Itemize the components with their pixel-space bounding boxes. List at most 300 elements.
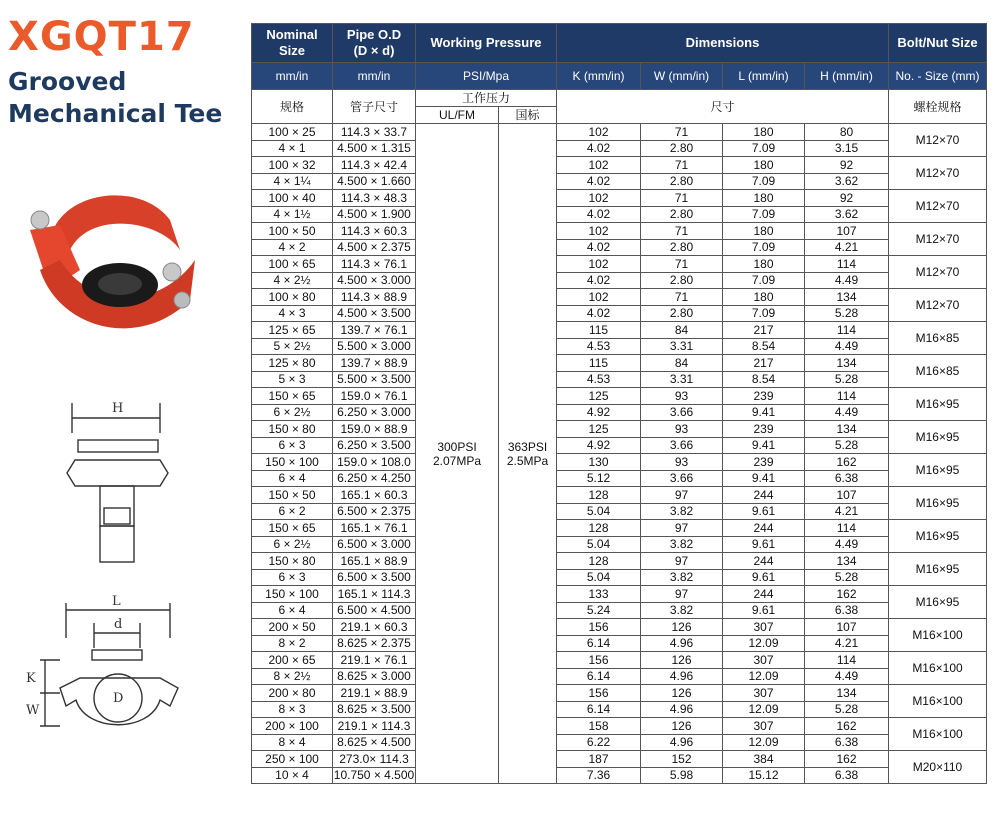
label-d-small: d bbox=[114, 617, 123, 632]
pipe-od-mm: 159.0 × 108.0 bbox=[333, 454, 416, 471]
label-k: K bbox=[26, 671, 36, 686]
dim-h-in: 6.38 bbox=[805, 767, 889, 784]
dim-k-in: 6.22 bbox=[557, 734, 641, 751]
dim-h-mm: 114 bbox=[805, 322, 889, 339]
pipe-od-mm: 273.0× 114.3 bbox=[333, 751, 416, 768]
header-pipe-od bbox=[333, 24, 416, 63]
dim-h-in: 4.21 bbox=[805, 503, 889, 520]
pipe-od-mm: 114.3 × 48.3 bbox=[333, 190, 416, 207]
table-row bbox=[252, 668, 987, 685]
pipe-od-in: 5.500 × 3.000 bbox=[333, 338, 416, 355]
label-d-big: D bbox=[113, 691, 124, 706]
bolt-size: M12×70 bbox=[889, 157, 987, 190]
pipe-od-in: 6.500 × 4.500 bbox=[333, 602, 416, 619]
dim-w-mm: 71 bbox=[641, 124, 723, 141]
dim-w-mm: 126 bbox=[641, 619, 723, 636]
label-l: L bbox=[112, 594, 121, 609]
nominal-in: 4 × 2½ bbox=[252, 272, 333, 289]
pipe-od-in: 4.500 × 1.315 bbox=[333, 140, 416, 157]
unit-nominal: mm/in bbox=[252, 63, 333, 90]
table-row bbox=[252, 685, 987, 702]
pipe-od-in: 4.500 × 1.900 bbox=[333, 206, 416, 223]
table-row bbox=[252, 223, 987, 240]
product-photo bbox=[20, 180, 220, 355]
header-working-pressure: Working Pressure bbox=[416, 24, 557, 63]
nominal-in: 6 × 4 bbox=[252, 602, 333, 619]
dim-w-mm: 71 bbox=[641, 223, 723, 240]
dim-h-mm: 114 bbox=[805, 256, 889, 273]
pipe-od-in: 4.500 × 3.000 bbox=[333, 272, 416, 289]
nominal-in: 8 × 3 bbox=[252, 701, 333, 718]
table-row bbox=[252, 355, 987, 372]
nominal-mm: 150 × 65 bbox=[252, 388, 333, 405]
bolt-size: M16×95 bbox=[889, 520, 987, 553]
unit-l: L (mm/in) bbox=[723, 63, 805, 90]
dim-l-mm: 239 bbox=[723, 454, 805, 471]
table-row bbox=[252, 635, 987, 652]
pipe-od-in: 4.500 × 2.375 bbox=[333, 239, 416, 256]
dim-h-mm: 162 bbox=[805, 751, 889, 768]
table-row bbox=[252, 487, 987, 504]
dim-k-mm: 156 bbox=[557, 619, 641, 636]
dim-h-mm: 107 bbox=[805, 223, 889, 240]
table-row bbox=[252, 388, 987, 405]
unit-bolt: No. - Size (mm) bbox=[889, 63, 987, 90]
dim-l-mm: 307 bbox=[723, 718, 805, 735]
pipe-od-in: 6.500 × 3.000 bbox=[333, 536, 416, 553]
cn-pressure: 工作压力 bbox=[416, 90, 557, 107]
bolt-size: M12×70 bbox=[889, 124, 987, 157]
dim-h-in: 5.28 bbox=[805, 305, 889, 322]
dim-l-mm: 180 bbox=[723, 124, 805, 141]
pipe-od-mm: 219.1 × 60.3 bbox=[333, 619, 416, 636]
dim-w-mm: 93 bbox=[641, 388, 723, 405]
dim-k-mm: 102 bbox=[557, 124, 641, 141]
header-bolt-nut: Bolt/Nut Size bbox=[889, 24, 987, 63]
dim-h-in: 5.28 bbox=[805, 371, 889, 388]
nominal-mm: 150 × 50 bbox=[252, 487, 333, 504]
dim-k-in: 5.12 bbox=[557, 470, 641, 487]
dim-l-mm: 239 bbox=[723, 388, 805, 405]
dim-l-mm: 239 bbox=[723, 421, 805, 438]
dim-w-mm: 71 bbox=[641, 256, 723, 273]
dim-k-in: 5.04 bbox=[557, 569, 641, 586]
dim-l-in: 9.41 bbox=[723, 404, 805, 421]
table-row bbox=[252, 173, 987, 190]
product-panel bbox=[0, 0, 248, 813]
nominal-in: 6 × 3 bbox=[252, 437, 333, 454]
product-name bbox=[8, 66, 222, 130]
table-row bbox=[252, 305, 987, 322]
dim-h-in: 5.28 bbox=[805, 437, 889, 454]
dim-l-in: 12.09 bbox=[723, 701, 805, 718]
dim-w-mm: 152 bbox=[641, 751, 723, 768]
dim-k-mm: 156 bbox=[557, 652, 641, 669]
nominal-in: 4 × 1½ bbox=[252, 206, 333, 223]
nominal-in: 10 × 4 bbox=[252, 767, 333, 784]
dim-w-in: 3.82 bbox=[641, 503, 723, 520]
header-pipe-od-title: Pipe O.D bbox=[346, 27, 402, 42]
dim-k-mm: 128 bbox=[557, 520, 641, 537]
pressure-gb bbox=[499, 124, 557, 784]
pipe-od-mm: 219.1 × 76.1 bbox=[333, 652, 416, 669]
dim-l-mm: 244 bbox=[723, 586, 805, 603]
nominal-in: 6 × 4 bbox=[252, 470, 333, 487]
dim-k-mm: 187 bbox=[557, 751, 641, 768]
dim-l-mm: 244 bbox=[723, 520, 805, 537]
nominal-mm: 150 × 80 bbox=[252, 553, 333, 570]
dim-l-in: 12.09 bbox=[723, 734, 805, 751]
dim-l-in: 8.54 bbox=[723, 371, 805, 388]
pipe-od-in: 8.625 × 2.375 bbox=[333, 635, 416, 652]
product-name-line1: Grooved bbox=[8, 67, 127, 96]
dim-k-mm: 115 bbox=[557, 355, 641, 372]
dim-l-in: 7.09 bbox=[723, 239, 805, 256]
dim-h-mm: 92 bbox=[805, 190, 889, 207]
dim-w-mm: 71 bbox=[641, 157, 723, 174]
dim-k-in: 7.36 bbox=[557, 767, 641, 784]
dim-w-in: 4.96 bbox=[641, 701, 723, 718]
nominal-mm: 100 × 65 bbox=[252, 256, 333, 273]
nominal-in: 5 × 2½ bbox=[252, 338, 333, 355]
nominal-mm: 100 × 80 bbox=[252, 289, 333, 306]
unit-w: W (mm/in) bbox=[641, 63, 723, 90]
dim-k-mm: 115 bbox=[557, 322, 641, 339]
table-row bbox=[252, 767, 987, 784]
dimension-drawing bbox=[20, 388, 220, 758]
pressure-gb-mpa: 2.5MPa bbox=[506, 453, 549, 468]
nominal-in: 6 × 2 bbox=[252, 503, 333, 520]
table-row bbox=[252, 652, 987, 669]
table-row bbox=[252, 157, 987, 174]
dim-h-mm: 107 bbox=[805, 487, 889, 504]
dim-k-mm: 156 bbox=[557, 685, 641, 702]
header-nominal: Nominal Size bbox=[252, 24, 333, 63]
dim-w-mm: 71 bbox=[641, 289, 723, 306]
bolt-size: M16×95 bbox=[889, 487, 987, 520]
dim-k-mm: 125 bbox=[557, 421, 641, 438]
nominal-mm: 125 × 65 bbox=[252, 322, 333, 339]
dim-l-in: 7.09 bbox=[723, 206, 805, 223]
dim-w-in: 3.66 bbox=[641, 437, 723, 454]
table-row bbox=[252, 751, 987, 768]
pressure-ul-mpa: 2.07MPa bbox=[432, 453, 482, 468]
dim-h-in: 5.28 bbox=[805, 701, 889, 718]
dim-h-in: 4.49 bbox=[805, 668, 889, 685]
dim-l-in: 9.61 bbox=[723, 602, 805, 619]
table-row bbox=[252, 437, 987, 454]
dim-l-in: 12.09 bbox=[723, 668, 805, 685]
dim-h-in: 3.15 bbox=[805, 140, 889, 157]
dim-w-mm: 126 bbox=[641, 685, 723, 702]
bolt-size: M16×85 bbox=[889, 355, 987, 388]
dim-w-in: 3.66 bbox=[641, 404, 723, 421]
pipe-od-in: 5.500 × 3.500 bbox=[333, 371, 416, 388]
nominal-in: 6 × 3 bbox=[252, 569, 333, 586]
dim-w-in: 3.31 bbox=[641, 338, 723, 355]
dim-k-in: 5.24 bbox=[557, 602, 641, 619]
nominal-mm: 200 × 80 bbox=[252, 685, 333, 702]
dim-k-in: 6.14 bbox=[557, 635, 641, 652]
bolt-size: M12×70 bbox=[889, 256, 987, 289]
nominal-in: 4 × 3 bbox=[252, 305, 333, 322]
nominal-in: 4 × 2 bbox=[252, 239, 333, 256]
dim-w-mm: 97 bbox=[641, 586, 723, 603]
table-row bbox=[252, 322, 987, 339]
dim-h-mm: 134 bbox=[805, 421, 889, 438]
table-row bbox=[252, 586, 987, 603]
table-row bbox=[252, 734, 987, 751]
dim-k-in: 5.04 bbox=[557, 503, 641, 520]
pipe-od-in: 6.250 × 3.000 bbox=[333, 404, 416, 421]
nominal-mm: 150 × 100 bbox=[252, 454, 333, 471]
nominal-mm: 125 × 80 bbox=[252, 355, 333, 372]
dim-k-mm: 133 bbox=[557, 586, 641, 603]
nominal-in: 8 × 4 bbox=[252, 734, 333, 751]
dim-w-mm: 126 bbox=[641, 718, 723, 735]
dim-l-mm: 180 bbox=[723, 223, 805, 240]
cn-spec: 规格 bbox=[252, 90, 333, 124]
dim-k-mm: 130 bbox=[557, 454, 641, 471]
pipe-od-mm: 165.1 × 76.1 bbox=[333, 520, 416, 537]
dim-k-in: 4.53 bbox=[557, 371, 641, 388]
dim-k-in: 4.92 bbox=[557, 404, 641, 421]
dim-w-in: 2.80 bbox=[641, 272, 723, 289]
dim-w-in: 3.31 bbox=[641, 371, 723, 388]
dim-k-in: 4.02 bbox=[557, 272, 641, 289]
dim-l-in: 8.54 bbox=[723, 338, 805, 355]
table-row bbox=[252, 718, 987, 735]
pipe-od-mm: 114.3 × 60.3 bbox=[333, 223, 416, 240]
table-row bbox=[252, 124, 987, 141]
dim-h-mm: 162 bbox=[805, 586, 889, 603]
label-h: H bbox=[112, 401, 124, 416]
dim-k-in: 4.53 bbox=[557, 338, 641, 355]
dim-w-in: 4.96 bbox=[641, 734, 723, 751]
dim-h-in: 5.28 bbox=[805, 569, 889, 586]
bolt-size: M16×95 bbox=[889, 586, 987, 619]
dim-h-in: 4.49 bbox=[805, 536, 889, 553]
dim-w-mm: 97 bbox=[641, 553, 723, 570]
dim-h-mm: 80 bbox=[805, 124, 889, 141]
dim-w-in: 2.80 bbox=[641, 206, 723, 223]
dim-l-mm: 217 bbox=[723, 355, 805, 372]
pipe-od-mm: 114.3 × 76.1 bbox=[333, 256, 416, 273]
pressure-gb-psi: 363PSI bbox=[507, 439, 548, 454]
table-row bbox=[252, 190, 987, 207]
pipe-od-in: 8.625 × 3.500 bbox=[333, 701, 416, 718]
dim-w-mm: 126 bbox=[641, 652, 723, 669]
dim-l-mm: 180 bbox=[723, 289, 805, 306]
nominal-mm: 100 × 25 bbox=[252, 124, 333, 141]
table-row bbox=[252, 404, 987, 421]
dim-l-in: 9.61 bbox=[723, 536, 805, 553]
cn-gb: 国标 bbox=[499, 107, 557, 124]
table-row bbox=[252, 371, 987, 388]
bolt-size: M16×100 bbox=[889, 718, 987, 751]
cn-dim: 尺寸 bbox=[557, 90, 889, 124]
dim-h-mm: 92 bbox=[805, 157, 889, 174]
nominal-mm: 150 × 100 bbox=[252, 586, 333, 603]
pipe-od-in: 6.500 × 3.500 bbox=[333, 569, 416, 586]
nominal-in: 6 × 2½ bbox=[252, 536, 333, 553]
dim-k-mm: 128 bbox=[557, 487, 641, 504]
dim-l-in: 7.09 bbox=[723, 305, 805, 322]
nominal-mm: 150 × 65 bbox=[252, 520, 333, 537]
table-row bbox=[252, 421, 987, 438]
bolt-size: M12×70 bbox=[889, 289, 987, 322]
dim-k-in: 4.02 bbox=[557, 206, 641, 223]
table-row bbox=[252, 338, 987, 355]
dim-l-mm: 307 bbox=[723, 619, 805, 636]
unit-pressure: PSI/Mpa bbox=[416, 63, 557, 90]
dim-h-mm: 134 bbox=[805, 553, 889, 570]
table-row bbox=[252, 140, 987, 157]
nominal-in: 5 × 3 bbox=[252, 371, 333, 388]
dim-l-in: 7.09 bbox=[723, 272, 805, 289]
dim-h-in: 4.49 bbox=[805, 272, 889, 289]
dim-w-in: 2.80 bbox=[641, 140, 723, 157]
dim-k-mm: 102 bbox=[557, 157, 641, 174]
dim-k-mm: 158 bbox=[557, 718, 641, 735]
dim-h-in: 3.62 bbox=[805, 206, 889, 223]
table-row bbox=[252, 602, 987, 619]
dim-h-in: 4.49 bbox=[805, 338, 889, 355]
pipe-od-mm: 219.1 × 88.9 bbox=[333, 685, 416, 702]
nominal-in: 6 × 2½ bbox=[252, 404, 333, 421]
dim-k-in: 5.04 bbox=[557, 536, 641, 553]
pressure-ulfm bbox=[416, 124, 499, 784]
dim-w-mm: 84 bbox=[641, 322, 723, 339]
dim-l-mm: 384 bbox=[723, 751, 805, 768]
dim-l-mm: 180 bbox=[723, 157, 805, 174]
dim-h-mm: 134 bbox=[805, 289, 889, 306]
pipe-od-mm: 114.3 × 42.4 bbox=[333, 157, 416, 174]
dim-l-in: 9.41 bbox=[723, 437, 805, 454]
dim-k-in: 4.02 bbox=[557, 173, 641, 190]
pipe-od-in: 6.500 × 2.375 bbox=[333, 503, 416, 520]
dim-l-mm: 244 bbox=[723, 553, 805, 570]
pressure-ul-psi: 300PSI bbox=[437, 439, 477, 454]
nominal-in: 4 × 1 bbox=[252, 140, 333, 157]
dim-w-mm: 97 bbox=[641, 487, 723, 504]
dim-l-in: 15.12 bbox=[723, 767, 805, 784]
table-row bbox=[252, 503, 987, 520]
dim-h-in: 3.62 bbox=[805, 173, 889, 190]
dim-h-mm: 114 bbox=[805, 652, 889, 669]
pipe-od-mm: 139.7 × 88.9 bbox=[333, 355, 416, 372]
header-dimensions: Dimensions bbox=[557, 24, 889, 63]
dim-k-mm: 102 bbox=[557, 223, 641, 240]
dim-k-in: 6.14 bbox=[557, 701, 641, 718]
nominal-in: 4 × 1¼ bbox=[252, 173, 333, 190]
dim-h-in: 4.21 bbox=[805, 239, 889, 256]
pipe-od-mm: 139.7 × 76.1 bbox=[333, 322, 416, 339]
dim-h-mm: 134 bbox=[805, 355, 889, 372]
dim-k-in: 6.14 bbox=[557, 668, 641, 685]
unit-h: H (mm/in) bbox=[805, 63, 889, 90]
dim-w-mm: 93 bbox=[641, 454, 723, 471]
dim-w-mm: 84 bbox=[641, 355, 723, 372]
dim-k-mm: 125 bbox=[557, 388, 641, 405]
dim-w-in: 2.80 bbox=[641, 239, 723, 256]
dim-k-in: 4.92 bbox=[557, 437, 641, 454]
dim-l-mm: 307 bbox=[723, 652, 805, 669]
pipe-od-mm: 159.0 × 88.9 bbox=[333, 421, 416, 438]
nominal-mm: 200 × 100 bbox=[252, 718, 333, 735]
dim-h-mm: 107 bbox=[805, 619, 889, 636]
pipe-od-mm: 165.1 × 88.9 bbox=[333, 553, 416, 570]
pipe-od-mm: 219.1 × 114.3 bbox=[333, 718, 416, 735]
pipe-od-mm: 114.3 × 88.9 bbox=[333, 289, 416, 306]
dim-h-in: 6.38 bbox=[805, 734, 889, 751]
table-row bbox=[252, 619, 987, 636]
dim-h-in: 4.49 bbox=[805, 404, 889, 421]
dim-l-in: 7.09 bbox=[723, 140, 805, 157]
dim-w-in: 3.82 bbox=[641, 602, 723, 619]
table-row bbox=[252, 289, 987, 306]
product-name-line2: Mechanical Tee bbox=[8, 99, 223, 128]
bolt-size: M16×95 bbox=[889, 454, 987, 487]
dim-w-mm: 97 bbox=[641, 520, 723, 537]
dim-k-mm: 102 bbox=[557, 289, 641, 306]
pipe-od-in: 8.625 × 3.000 bbox=[333, 668, 416, 685]
dim-h-mm: 134 bbox=[805, 685, 889, 702]
dim-h-mm: 162 bbox=[805, 718, 889, 735]
dim-l-mm: 180 bbox=[723, 256, 805, 273]
bolt-size: M16×100 bbox=[889, 652, 987, 685]
pipe-od-in: 6.250 × 3.500 bbox=[333, 437, 416, 454]
table-row bbox=[252, 206, 987, 223]
dim-k-mm: 102 bbox=[557, 256, 641, 273]
bolt-size: M20×110 bbox=[889, 751, 987, 784]
nominal-mm: 200 × 65 bbox=[252, 652, 333, 669]
nominal-mm: 250 × 100 bbox=[252, 751, 333, 768]
dim-l-in: 9.41 bbox=[723, 470, 805, 487]
dim-h-mm: 114 bbox=[805, 520, 889, 537]
dim-l-mm: 307 bbox=[723, 685, 805, 702]
dim-k-in: 4.02 bbox=[557, 140, 641, 157]
nominal-mm: 100 × 40 bbox=[252, 190, 333, 207]
spec-table bbox=[251, 23, 987, 784]
dim-l-in: 9.61 bbox=[723, 569, 805, 586]
dim-l-in: 7.09 bbox=[723, 173, 805, 190]
pipe-od-mm: 159.0 × 76.1 bbox=[333, 388, 416, 405]
pipe-od-in: 4.500 × 3.500 bbox=[333, 305, 416, 322]
bolt-size: M16×100 bbox=[889, 685, 987, 718]
bolt-size: M16×95 bbox=[889, 388, 987, 421]
table-row bbox=[252, 256, 987, 273]
table-row bbox=[252, 536, 987, 553]
table-row bbox=[252, 701, 987, 718]
table-row bbox=[252, 520, 987, 537]
dim-h-mm: 114 bbox=[805, 388, 889, 405]
header-pipe-od-sub: (D × d) bbox=[353, 43, 395, 58]
model-number: XGQT17 bbox=[8, 14, 195, 60]
dim-l-mm: 217 bbox=[723, 322, 805, 339]
table-row bbox=[252, 569, 987, 586]
nominal-mm: 100 × 32 bbox=[252, 157, 333, 174]
nominal-in: 8 × 2½ bbox=[252, 668, 333, 685]
unit-k: K (mm/in) bbox=[557, 63, 641, 90]
dim-h-in: 6.38 bbox=[805, 470, 889, 487]
dim-w-in: 5.98 bbox=[641, 767, 723, 784]
nominal-mm: 200 × 50 bbox=[252, 619, 333, 636]
nominal-in: 8 × 2 bbox=[252, 635, 333, 652]
label-w: W bbox=[26, 703, 40, 718]
dim-w-in: 3.82 bbox=[641, 569, 723, 586]
unit-od: mm/in bbox=[333, 63, 416, 90]
